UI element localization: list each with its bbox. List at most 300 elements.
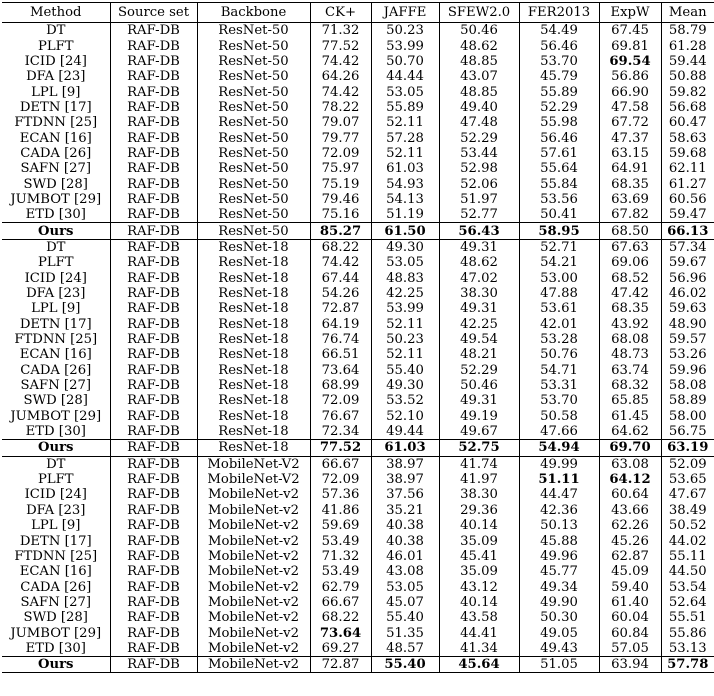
cell-method: PLFT xyxy=(37,255,74,271)
cell-ck-plus: 66.67 xyxy=(310,595,371,610)
cell-jaffe: 48.83 xyxy=(371,271,439,286)
cell-backbone: ResNet-50 xyxy=(197,23,310,39)
cell-jaffe: 55.40 xyxy=(371,363,439,378)
cell-backbone: ResNet-50 xyxy=(197,146,310,161)
cell-sfew: 49.31 xyxy=(439,301,519,316)
cell-mean: 58.79 xyxy=(661,23,714,39)
cell-backbone: ResNet-18 xyxy=(197,424,310,440)
cell-sfew: 48.85 xyxy=(439,84,519,99)
cell-source-set: RAF-DB xyxy=(110,564,197,579)
cell-mean: 59.44 xyxy=(661,54,714,69)
cell-method: SAFN [27] xyxy=(20,594,91,610)
cell-ck-plus: 54.26 xyxy=(310,286,371,301)
cell-mean: 50.88 xyxy=(661,69,714,84)
cell-method: Ours xyxy=(2,223,110,239)
cell-mean: 47.67 xyxy=(661,487,714,502)
cell-jaffe: 40.38 xyxy=(371,518,439,533)
cell-ck-plus: 73.64 xyxy=(310,625,371,640)
cell-jaffe: 53.05 xyxy=(371,84,439,99)
cell-backbone: MobileNet-v2 xyxy=(197,533,310,548)
cell-fer2013: 50.13 xyxy=(519,518,599,533)
cell-sfew: 45.64 xyxy=(439,657,519,673)
cell-source-set: RAF-DB xyxy=(110,503,197,518)
cell-ck-plus: 53.49 xyxy=(310,533,371,548)
cell-ck-plus: 57.36 xyxy=(310,487,371,502)
cell-ck-plus: 67.44 xyxy=(310,271,371,286)
table-row xyxy=(2,115,714,130)
table-row xyxy=(2,409,714,424)
cell-sfew: 44.41 xyxy=(439,625,519,640)
cell-fer2013: 45.88 xyxy=(519,533,599,548)
cell-fer2013: 49.43 xyxy=(519,641,599,657)
cell-jaffe: 52.11 xyxy=(371,115,439,130)
cell-backbone: ResNet-18 xyxy=(197,363,310,378)
cell-ck-plus: 73.64 xyxy=(310,363,371,378)
cell-expw: 64.91 xyxy=(599,161,661,176)
cell-source-set: RAF-DB xyxy=(110,100,197,115)
cell-method: CADA [26] xyxy=(20,362,92,378)
cell-jaffe: 61.50 xyxy=(371,223,439,239)
cell-sfew: 49.31 xyxy=(439,393,519,408)
cell-jaffe: 54.93 xyxy=(371,176,439,191)
cell-mean: 56.75 xyxy=(661,424,714,440)
cell-backbone: ResNet-18 xyxy=(197,317,310,332)
header-mean: Mean xyxy=(661,3,714,23)
cell-backbone: ResNet-18 xyxy=(197,378,310,393)
cell-source-set: RAF-DB xyxy=(110,207,197,223)
cell-source-set: RAF-DB xyxy=(110,176,197,191)
cell-ck-plus: 72.87 xyxy=(310,301,371,316)
cell-backbone: ResNet-18 xyxy=(197,271,310,286)
cell-expw: 67.45 xyxy=(599,23,661,39)
cell-ck-plus: 53.49 xyxy=(310,564,371,579)
cell-fer2013: 47.66 xyxy=(519,424,599,440)
cell-fer2013: 50.41 xyxy=(519,207,599,223)
table-row xyxy=(2,332,714,347)
cell-sfew: 52.29 xyxy=(439,363,519,378)
cell-method: CADA [26] xyxy=(20,579,92,595)
cell-mean: 46.02 xyxy=(661,286,714,301)
cell-source-set: RAF-DB xyxy=(110,255,197,270)
table-row xyxy=(2,286,714,301)
cell-source-set: RAF-DB xyxy=(110,424,197,440)
cell-method: DETN [17] xyxy=(19,99,92,115)
cell-expw: 68.52 xyxy=(599,271,661,286)
cell-expw: 61.40 xyxy=(599,595,661,610)
table-row xyxy=(2,363,714,378)
cell-expw: 64.12 xyxy=(599,472,661,487)
cell-expw: 43.92 xyxy=(599,317,661,332)
table-row xyxy=(2,176,714,191)
cell-method: DFA [23] xyxy=(26,502,86,518)
cell-backbone: ResNet-50 xyxy=(197,192,310,207)
cell-expw: 69.54 xyxy=(599,54,661,69)
table-row xyxy=(2,657,714,673)
cell-method: ICID [24] xyxy=(24,53,87,69)
table-row xyxy=(2,610,714,625)
cell-jaffe: 55.89 xyxy=(371,100,439,115)
table-row xyxy=(2,595,714,610)
cell-fer2013: 53.70 xyxy=(519,54,599,69)
cell-sfew: 42.25 xyxy=(439,317,519,332)
cell-ck-plus: 75.16 xyxy=(310,207,371,223)
cell-backbone: MobileNet-v2 xyxy=(197,610,310,625)
cell-backbone: MobileNet-v2 xyxy=(197,503,310,518)
table-row xyxy=(2,38,714,53)
cell-backbone: ResNet-18 xyxy=(197,409,310,424)
cell-sfew: 47.02 xyxy=(439,271,519,286)
cell-fer2013: 51.11 xyxy=(519,472,599,487)
cell-ck-plus: 74.42 xyxy=(310,255,371,270)
cell-source-set: RAF-DB xyxy=(110,610,197,625)
cell-method: ECAN [16] xyxy=(19,347,92,363)
cell-jaffe: 50.70 xyxy=(371,54,439,69)
cell-ck-plus: 72.09 xyxy=(310,146,371,161)
cell-backbone: MobileNet-v2 xyxy=(197,579,310,594)
table-row xyxy=(2,130,714,145)
cell-backbone: MobileNet-v2 xyxy=(197,487,310,502)
cell-mean: 56.68 xyxy=(661,100,714,115)
cell-sfew: 41.97 xyxy=(439,472,519,487)
cell-backbone: ResNet-50 xyxy=(197,38,310,53)
cell-fer2013: 52.71 xyxy=(519,239,599,255)
cell-method: SWD [28] xyxy=(23,610,88,626)
cell-sfew: 38.30 xyxy=(439,286,519,301)
cell-jaffe: 49.30 xyxy=(371,239,439,255)
cell-ck-plus: 71.32 xyxy=(310,549,371,564)
cell-method: JUMBOT [29] xyxy=(10,408,102,424)
cell-source-set: RAF-DB xyxy=(110,641,197,657)
cell-backbone: ResNet-18 xyxy=(197,239,310,255)
cell-sfew: 43.12 xyxy=(439,579,519,594)
cell-source-set: RAF-DB xyxy=(110,332,197,347)
cell-fer2013: 55.64 xyxy=(519,161,599,176)
cell-mean: 58.00 xyxy=(661,409,714,424)
cell-ck-plus: 41.86 xyxy=(310,503,371,518)
cell-backbone: ResNet-50 xyxy=(197,130,310,145)
cell-sfew: 35.09 xyxy=(439,533,519,548)
cell-fer2013: 56.46 xyxy=(519,38,599,53)
cell-jaffe: 45.07 xyxy=(371,595,439,610)
header-backbone: Backbone xyxy=(197,3,310,23)
cell-ck-plus: 78.22 xyxy=(310,100,371,115)
cell-sfew: 48.62 xyxy=(439,255,519,270)
cell-fer2013: 45.79 xyxy=(519,69,599,84)
cell-sfew: 53.44 xyxy=(439,146,519,161)
cell-ck-plus: 79.77 xyxy=(310,130,371,145)
cell-mean: 48.90 xyxy=(661,317,714,332)
cell-expw: 47.58 xyxy=(599,100,661,115)
cell-expw: 63.69 xyxy=(599,192,661,207)
cell-fer2013: 50.76 xyxy=(519,347,599,362)
cell-sfew: 41.34 xyxy=(439,641,519,657)
cell-mean: 57.78 xyxy=(661,657,714,673)
cell-fer2013: 54.71 xyxy=(519,363,599,378)
cell-source-set: RAF-DB xyxy=(110,223,197,239)
cell-jaffe: 52.11 xyxy=(371,317,439,332)
cell-sfew: 38.30 xyxy=(439,487,519,502)
cell-method: PLFT xyxy=(37,38,74,54)
cell-method: DT xyxy=(2,456,110,472)
header-fer2013: FER2013 xyxy=(519,3,599,23)
cell-method: PLFT xyxy=(37,472,74,488)
cell-fer2013: 53.56 xyxy=(519,192,599,207)
cell-sfew: 41.74 xyxy=(439,456,519,472)
table-row xyxy=(2,518,714,533)
cell-expw: 67.63 xyxy=(599,239,661,255)
cell-fer2013: 56.46 xyxy=(519,130,599,145)
cell-sfew: 52.75 xyxy=(439,440,519,456)
cell-fer2013: 51.05 xyxy=(519,657,599,673)
cell-sfew: 43.58 xyxy=(439,610,519,625)
cell-jaffe: 42.25 xyxy=(371,286,439,301)
cell-mean: 59.68 xyxy=(661,146,714,161)
cell-ck-plus: 72.09 xyxy=(310,393,371,408)
cell-fer2013: 54.49 xyxy=(519,23,599,39)
table-row xyxy=(2,54,714,69)
cell-ck-plus: 72.87 xyxy=(310,657,371,673)
cell-method: Ours xyxy=(2,440,110,456)
header-method: Method xyxy=(2,3,110,23)
mobilenet-v2-section xyxy=(2,456,714,673)
cell-expw: 67.82 xyxy=(599,207,661,223)
cell-expw: 59.40 xyxy=(599,579,661,594)
cell-sfew: 49.19 xyxy=(439,409,519,424)
cell-mean: 57.34 xyxy=(661,239,714,255)
cell-ck-plus: 59.69 xyxy=(310,518,371,533)
cell-expw: 62.87 xyxy=(599,549,661,564)
cell-jaffe: 54.13 xyxy=(371,192,439,207)
cell-source-set: RAF-DB xyxy=(110,286,197,301)
cell-mean: 62.11 xyxy=(661,161,714,176)
table-row xyxy=(2,69,714,84)
cell-expw: 68.32 xyxy=(599,378,661,393)
cell-expw: 60.64 xyxy=(599,487,661,502)
cell-mean: 38.49 xyxy=(661,503,714,518)
cell-fer2013: 54.21 xyxy=(519,255,599,270)
table-row xyxy=(2,100,714,115)
cell-expw: 56.86 xyxy=(599,69,661,84)
cell-source-set: RAF-DB xyxy=(110,595,197,610)
cell-fer2013: 53.70 xyxy=(519,393,599,408)
cell-method: DETN [17] xyxy=(19,316,92,332)
table-row xyxy=(2,564,714,579)
cell-fer2013: 58.95 xyxy=(519,223,599,239)
cell-expw: 68.35 xyxy=(599,301,661,316)
cell-jaffe: 38.97 xyxy=(371,456,439,472)
cell-expw: 69.81 xyxy=(599,38,661,53)
cell-sfew: 48.85 xyxy=(439,54,519,69)
cell-ck-plus: 77.52 xyxy=(310,440,371,456)
cell-expw: 63.94 xyxy=(599,657,661,673)
cell-expw: 60.84 xyxy=(599,625,661,640)
header-source-set: Source set xyxy=(110,3,197,23)
cell-sfew: 49.31 xyxy=(439,239,519,255)
cell-ck-plus: 75.19 xyxy=(310,176,371,191)
cell-mean: 53.54 xyxy=(661,579,714,594)
cell-jaffe: 52.11 xyxy=(371,347,439,362)
table-row xyxy=(2,533,714,548)
cell-jaffe: 55.40 xyxy=(371,610,439,625)
cell-source-set: RAF-DB xyxy=(110,146,197,161)
cell-ck-plus: 71.32 xyxy=(310,23,371,39)
table-row xyxy=(2,440,714,456)
table-row xyxy=(2,503,714,518)
cell-sfew: 49.54 xyxy=(439,332,519,347)
cell-source-set: RAF-DB xyxy=(110,38,197,53)
resnet-50-section xyxy=(2,23,714,240)
cell-backbone: MobileNet-v2 xyxy=(197,564,310,579)
cell-jaffe: 44.44 xyxy=(371,69,439,84)
cell-mean: 66.13 xyxy=(661,223,714,239)
cell-expw: 66.90 xyxy=(599,84,661,99)
cell-fer2013: 53.31 xyxy=(519,378,599,393)
cell-backbone: MobileNet-V2 xyxy=(197,472,310,487)
cell-fer2013: 44.47 xyxy=(519,487,599,502)
cell-mean: 59.82 xyxy=(661,84,714,99)
cell-backbone: ResNet-50 xyxy=(197,100,310,115)
table-row xyxy=(2,207,714,223)
cell-jaffe: 55.40 xyxy=(371,657,439,673)
cell-fer2013: 42.36 xyxy=(519,503,599,518)
cell-method: FTDNN [25] xyxy=(14,115,98,131)
cell-jaffe: 50.23 xyxy=(371,332,439,347)
cell-method: DFA [23] xyxy=(26,69,86,85)
resnet-18-section xyxy=(2,239,714,456)
cell-method: ECAN [16] xyxy=(19,130,92,146)
cell-ck-plus: 66.51 xyxy=(310,347,371,362)
cell-sfew: 50.46 xyxy=(439,23,519,39)
cell-expw: 64.62 xyxy=(599,424,661,440)
cell-backbone: ResNet-50 xyxy=(197,161,310,176)
cell-ck-plus: 74.42 xyxy=(310,54,371,69)
cell-expw: 63.15 xyxy=(599,146,661,161)
cell-source-set: RAF-DB xyxy=(110,115,197,130)
cell-expw: 47.42 xyxy=(599,286,661,301)
cell-jaffe: 43.08 xyxy=(371,564,439,579)
table-row xyxy=(2,146,714,161)
cell-fer2013: 50.58 xyxy=(519,409,599,424)
cell-mean: 60.56 xyxy=(661,192,714,207)
cell-jaffe: 61.03 xyxy=(371,161,439,176)
cell-ck-plus: 68.22 xyxy=(310,610,371,625)
table-row xyxy=(2,223,714,239)
cell-jaffe: 53.05 xyxy=(371,579,439,594)
cell-source-set: RAF-DB xyxy=(110,23,197,39)
cell-backbone: MobileNet-v2 xyxy=(197,549,310,564)
cell-jaffe: 51.35 xyxy=(371,625,439,640)
cell-jaffe: 46.01 xyxy=(371,549,439,564)
cell-jaffe: 49.30 xyxy=(371,378,439,393)
cell-jaffe: 38.97 xyxy=(371,472,439,487)
cell-backbone: ResNet-50 xyxy=(197,176,310,191)
cell-method: FTDNN [25] xyxy=(14,548,98,564)
table-row xyxy=(2,487,714,502)
cell-mean: 52.09 xyxy=(661,456,714,472)
cell-mean: 58.08 xyxy=(661,378,714,393)
table-row xyxy=(2,301,714,316)
cell-source-set: RAF-DB xyxy=(110,533,197,548)
cell-sfew: 35.09 xyxy=(439,564,519,579)
cell-mean: 55.11 xyxy=(661,549,714,564)
cell-expw: 60.04 xyxy=(599,610,661,625)
cell-expw: 67.72 xyxy=(599,115,661,130)
cell-source-set: RAF-DB xyxy=(110,549,197,564)
cell-method: LPL [9] xyxy=(31,84,81,100)
cell-jaffe: 35.21 xyxy=(371,503,439,518)
cell-method: JUMBOT [29] xyxy=(10,191,102,207)
cell-method: ICID [24] xyxy=(24,487,87,503)
results-table xyxy=(2,2,714,673)
cell-method: DETN [17] xyxy=(19,533,92,549)
cell-ck-plus: 62.79 xyxy=(310,579,371,594)
cell-fer2013: 53.00 xyxy=(519,271,599,286)
cell-ck-plus: 68.99 xyxy=(310,378,371,393)
table-row xyxy=(2,625,714,640)
table-row xyxy=(2,549,714,564)
cell-fer2013: 53.61 xyxy=(519,301,599,316)
cell-fer2013: 47.88 xyxy=(519,286,599,301)
cell-mean: 53.13 xyxy=(661,641,714,657)
cell-backbone: ResNet-18 xyxy=(197,440,310,456)
cell-jaffe: 53.99 xyxy=(371,38,439,53)
cell-ck-plus: 74.42 xyxy=(310,84,371,99)
cell-mean: 55.86 xyxy=(661,625,714,640)
cell-ck-plus: 75.97 xyxy=(310,161,371,176)
cell-source-set: RAF-DB xyxy=(110,472,197,487)
cell-jaffe: 57.28 xyxy=(371,130,439,145)
cell-mean: 59.96 xyxy=(661,363,714,378)
table-row xyxy=(2,579,714,594)
cell-mean: 61.28 xyxy=(661,38,714,53)
cell-backbone: ResNet-50 xyxy=(197,54,310,69)
cell-source-set: RAF-DB xyxy=(110,347,197,362)
cell-expw: 43.66 xyxy=(599,503,661,518)
cell-sfew: 45.41 xyxy=(439,549,519,564)
cell-method: LPL [9] xyxy=(31,301,81,317)
cell-backbone: MobileNet-v2 xyxy=(197,641,310,657)
table-row xyxy=(2,424,714,440)
cell-fer2013: 55.98 xyxy=(519,115,599,130)
cell-sfew: 50.46 xyxy=(439,378,519,393)
cell-sfew: 49.40 xyxy=(439,100,519,115)
cell-backbone: ResNet-50 xyxy=(197,69,310,84)
cell-source-set: RAF-DB xyxy=(110,54,197,69)
cell-ck-plus: 76.67 xyxy=(310,409,371,424)
table-row xyxy=(2,472,714,487)
cell-ck-plus: 72.09 xyxy=(310,472,371,487)
cell-sfew: 49.67 xyxy=(439,424,519,440)
cell-sfew: 43.07 xyxy=(439,69,519,84)
cell-ck-plus: 69.27 xyxy=(310,641,371,657)
cell-ck-plus: 68.22 xyxy=(310,239,371,255)
cell-mean: 59.63 xyxy=(661,301,714,316)
cell-backbone: MobileNet-v2 xyxy=(197,595,310,610)
cell-method: ETD [30] xyxy=(2,207,110,223)
cell-expw: 65.85 xyxy=(599,393,661,408)
cell-source-set: RAF-DB xyxy=(110,378,197,393)
table-row xyxy=(2,271,714,286)
cell-backbone: ResNet-50 xyxy=(197,115,310,130)
cell-sfew: 56.43 xyxy=(439,223,519,239)
cell-mean: 61.27 xyxy=(661,176,714,191)
cell-jaffe: 40.38 xyxy=(371,533,439,548)
table-row xyxy=(2,161,714,176)
cell-source-set: RAF-DB xyxy=(110,409,197,424)
cell-fer2013: 55.89 xyxy=(519,84,599,99)
cell-jaffe: 49.44 xyxy=(371,424,439,440)
cell-fer2013: 53.28 xyxy=(519,332,599,347)
